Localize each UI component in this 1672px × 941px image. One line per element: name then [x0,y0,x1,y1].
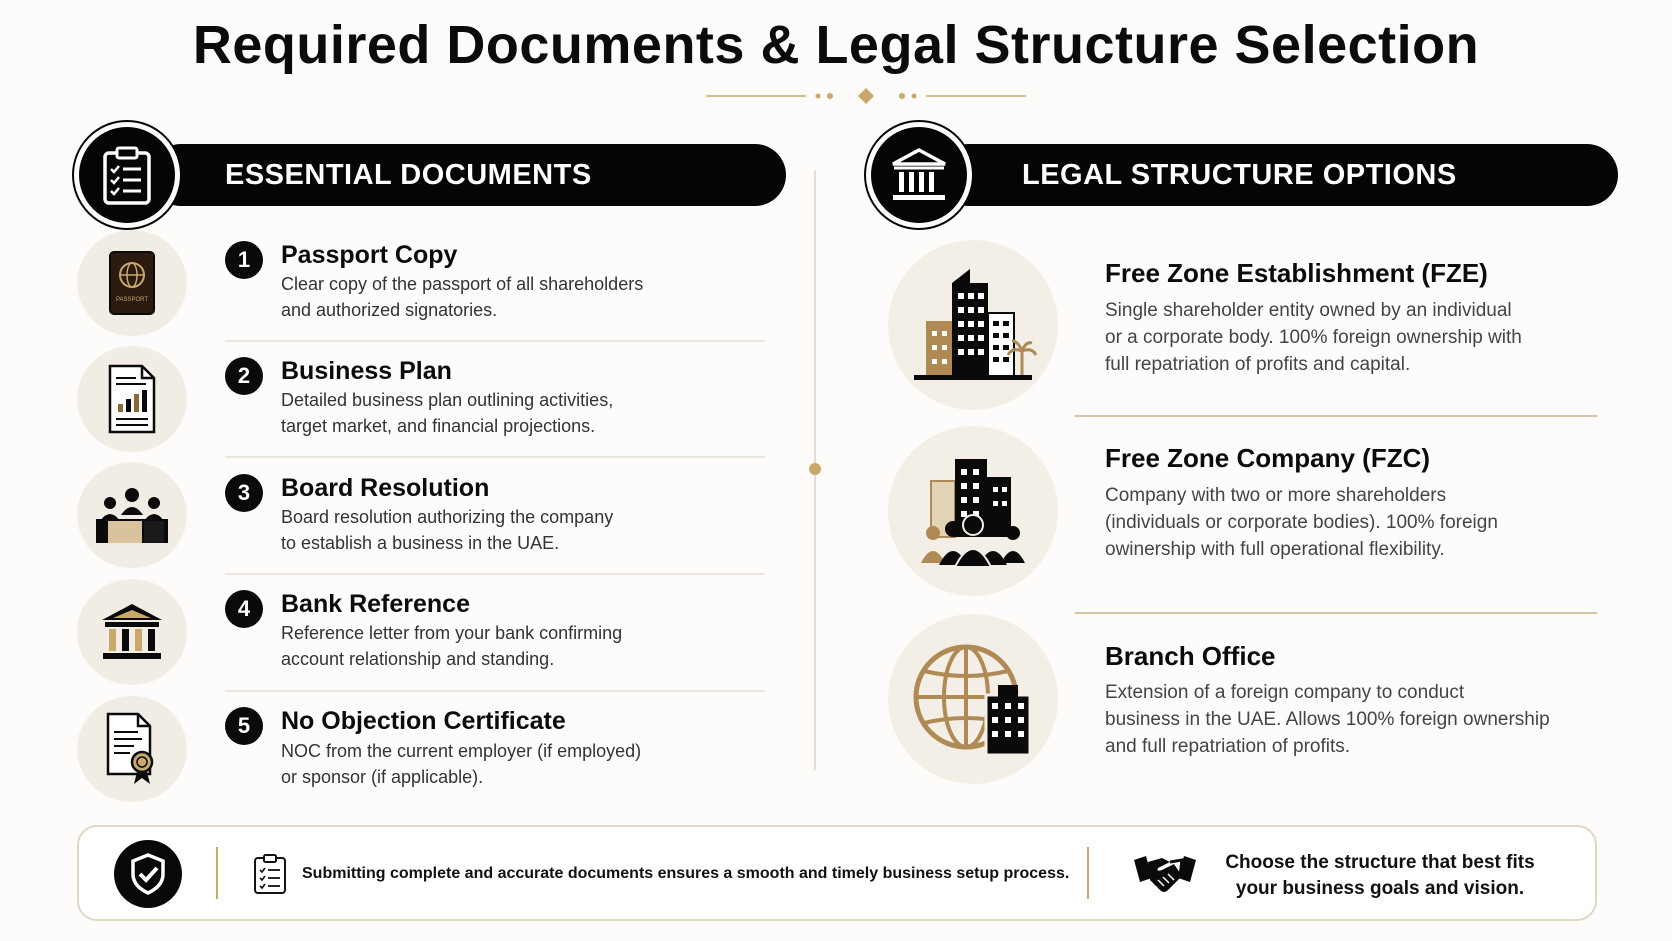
document-number-2: 2 [225,357,263,395]
document-desc-bank-reference [281,620,741,672]
footer-structure-line: your business goals and vision. [1235,878,1525,899]
page-title: Required Documents & Legal Structure Selection [192,15,1480,75]
bank-icon [77,579,187,685]
document-desc-line: NOC from the current employer (if employed) [281,741,642,761]
document-divider [225,340,765,342]
footer-structure-note [1205,850,1555,902]
footer-documents-note: Submitting complete and accurate documents ensures a smooth and timely business setup process. [302,865,1070,882]
document-desc-no-objection-certificate [281,738,741,790]
legal-desc-fze [1105,297,1585,378]
document-title-business-plan: Business Plan [281,357,452,385]
document-number-4: 4 [225,590,263,628]
shield-check-icon [114,840,182,908]
document-divider [225,573,765,575]
clipboard-icon [253,853,287,895]
legal-title-fzc: Free Zone Company (FZC) [1105,443,1431,473]
footer-separator [216,847,218,899]
passport-icon [77,230,187,336]
city-buildings-icon [888,240,1058,410]
legal-desc-line: or a corporate body. 100% foreign ownership with [1105,327,1522,348]
document-title-no-objection-certificate: No Objection Certificate [281,707,566,735]
footer-structure-line: Choose the structure that best fits [1225,852,1535,873]
document-desc-line: or sponsor (if applicable). [281,767,484,787]
legal-divider [1075,415,1597,417]
divider-dot [809,463,821,475]
certificate-icon [77,696,187,802]
document-desc-business-plan [281,387,741,439]
document-desc-line: and authorized signatories. [281,300,498,320]
document-desc-line: target market, and financial projections. [281,416,596,436]
handshake-icon [1134,852,1196,896]
document-desc-passport-copy [281,271,741,323]
legal-structure-header-label: LEGAL STRUCTURE OPTIONS [1022,158,1457,191]
document-number-5: 5 [225,707,263,745]
legal-desc-line: owinership with full operational flexibility. [1105,539,1445,560]
document-title-board-resolution: Board Resolution [281,474,490,502]
board-meeting-icon [77,462,187,568]
legal-desc-line: full repatriation of profits and capital. [1105,354,1411,375]
courthouse-icon [866,122,972,228]
document-title-bank-reference: Bank Reference [281,590,470,618]
document-desc-line: account relationship and standing. [281,649,555,669]
title-ornament [706,86,1026,106]
document-title-passport-copy: Passport Copy [281,241,458,269]
legal-desc-fzc [1105,482,1585,563]
document-desc-line: to establish a business in the UAE. [281,533,560,553]
document-divider [225,456,765,458]
legal-desc-line: Extension of a foreign company to conduct [1105,682,1465,703]
legal-desc-branch-office [1105,679,1585,760]
essential-documents-header-label: ESSENTIAL DOCUMENTS [225,158,592,191]
document-desc-line: Clear copy of the passport of all shareholders [281,274,644,294]
globe-building-icon [888,614,1058,784]
document-number-3: 3 [225,474,263,512]
document-desc-line: Reference letter from your bank confirming [281,623,623,643]
buildings-people-icon [888,426,1058,596]
document-desc-line: Detailed business plan outlining activities, [281,390,614,410]
legal-title-fze: Free Zone Establishment (FZE) [1105,258,1488,288]
clipboard-checklist-icon [74,122,180,228]
footer-separator [1087,847,1089,899]
legal-structure-header [938,144,1618,206]
legal-divider [1075,612,1597,614]
legal-desc-line: Single shareholder entity owned by an individual [1105,300,1512,321]
legal-desc-line: Company with two or more shareholders [1105,485,1447,506]
document-desc-board-resolution [281,504,741,556]
document-desc-line: Board resolution authorizing the company [281,507,614,527]
legal-title-branch-office: Branch Office [1105,641,1276,671]
passport-label: PASSPORT [115,297,149,303]
legal-desc-line: (individuals or corporate bodies). 100% foreign [1105,512,1498,533]
legal-desc-line: business in the UAE. Allows 100% foreign ownership [1105,709,1550,730]
essential-documents-header [150,144,786,206]
business-plan-chart-icon [77,346,187,452]
document-divider [225,690,765,692]
legal-desc-line: and full repatriation of profits. [1105,736,1351,757]
document-number-1: 1 [225,241,263,279]
